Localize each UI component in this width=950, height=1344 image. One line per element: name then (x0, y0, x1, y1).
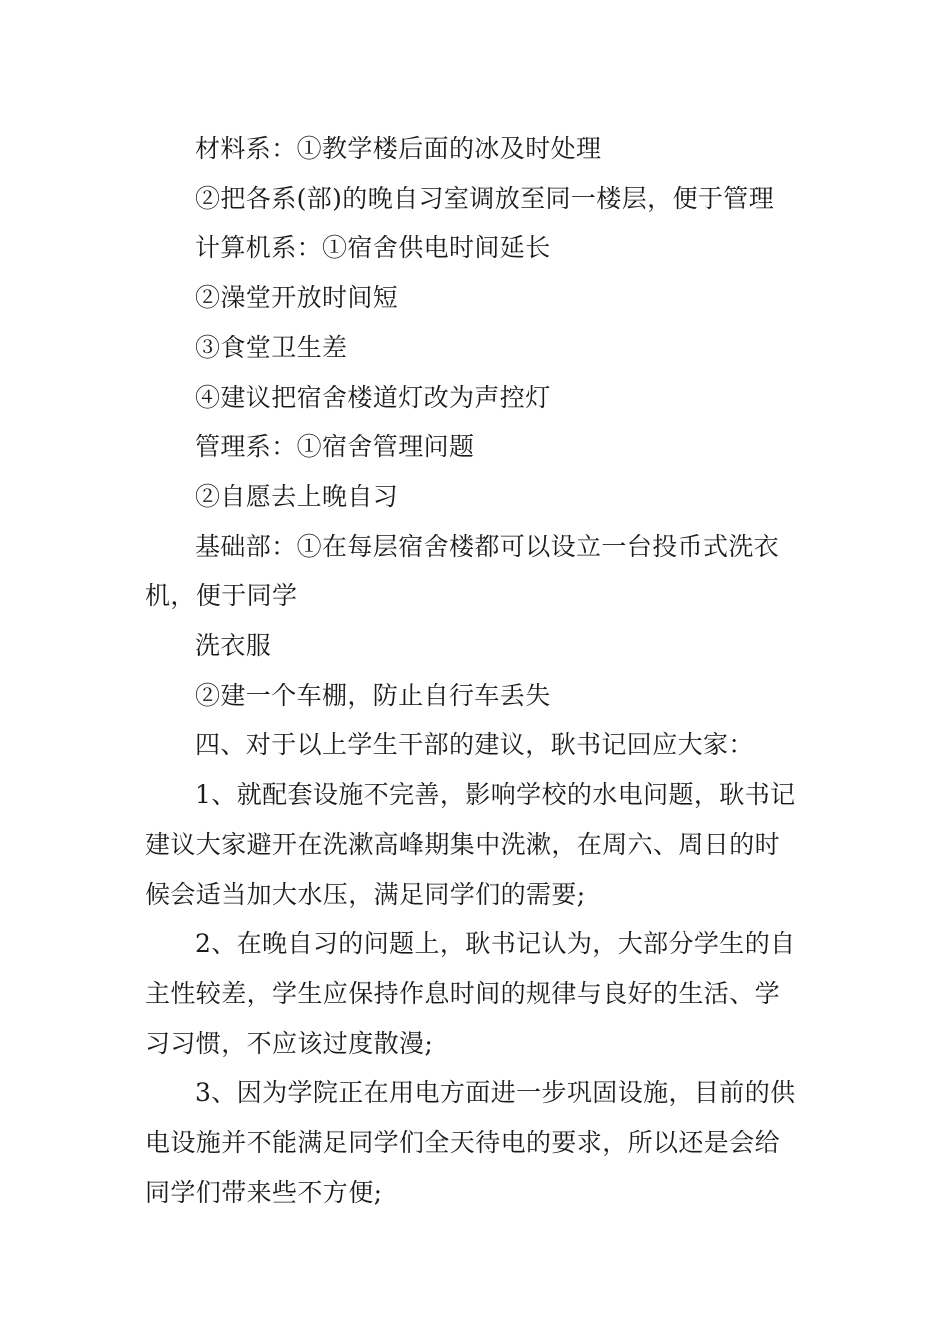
text-line: 材料系：①教学楼后面的冰及时处理 (195, 134, 602, 163)
text-line: ②自愿去上晚自习 (195, 481, 399, 511)
text-line: 四、对于以上学生干部的建议，耿书记回应大家： (195, 730, 754, 760)
text-line: 2、在晚自习的问题上，耿书记认为，大部分学生的自 (195, 929, 796, 959)
text-line: 3、因为学院正在用电方面进一步巩固设施，目前的供 (195, 1078, 796, 1108)
text-line: 机，便于同学 (145, 581, 298, 611)
text-line: 基础部：①在每层宿舍楼都可以设立一台投币式洗衣 (195, 531, 780, 561)
text-line: 候会适当加大水压，满足同学们的需要; (145, 879, 586, 909)
text-line: ③食堂卫生差 (195, 332, 348, 362)
text-line: ②澡堂开放时间短 (195, 283, 399, 313)
text-line: ④建议把宿舍楼道灯改为声控灯 (195, 382, 551, 412)
text-line: 同学们带来些不方便; (145, 1177, 383, 1207)
text-line: 管理系：①宿舍管理问题 (195, 432, 475, 462)
text-line: 习习惯，不应该过度散漫; (145, 1028, 434, 1058)
text-line: 建议大家避开在洗漱高峰期集中洗漱，在周六、周日的时 (145, 829, 781, 859)
text-line: 电设施并不能满足同学们全天待电的要求，所以还是会给 (145, 1128, 781, 1158)
text-line: ②建一个车棚，防止自行车丢失 (195, 680, 551, 710)
text-line: 洗衣服 (195, 631, 272, 661)
text-line: ②把各系(部)的晚自习室调放至同一楼层，便于管理 (195, 183, 775, 213)
document-body (145, 124, 810, 1217)
text-line: 主性较差，学生应保持作息时间的规律与良好的生活、学 (145, 978, 781, 1008)
text-line: 1、就配套设施不完善，影响学校的水电问题，耿书记 (195, 780, 796, 810)
text-line: 计算机系：①宿舍供电时间延长 (195, 233, 551, 263)
